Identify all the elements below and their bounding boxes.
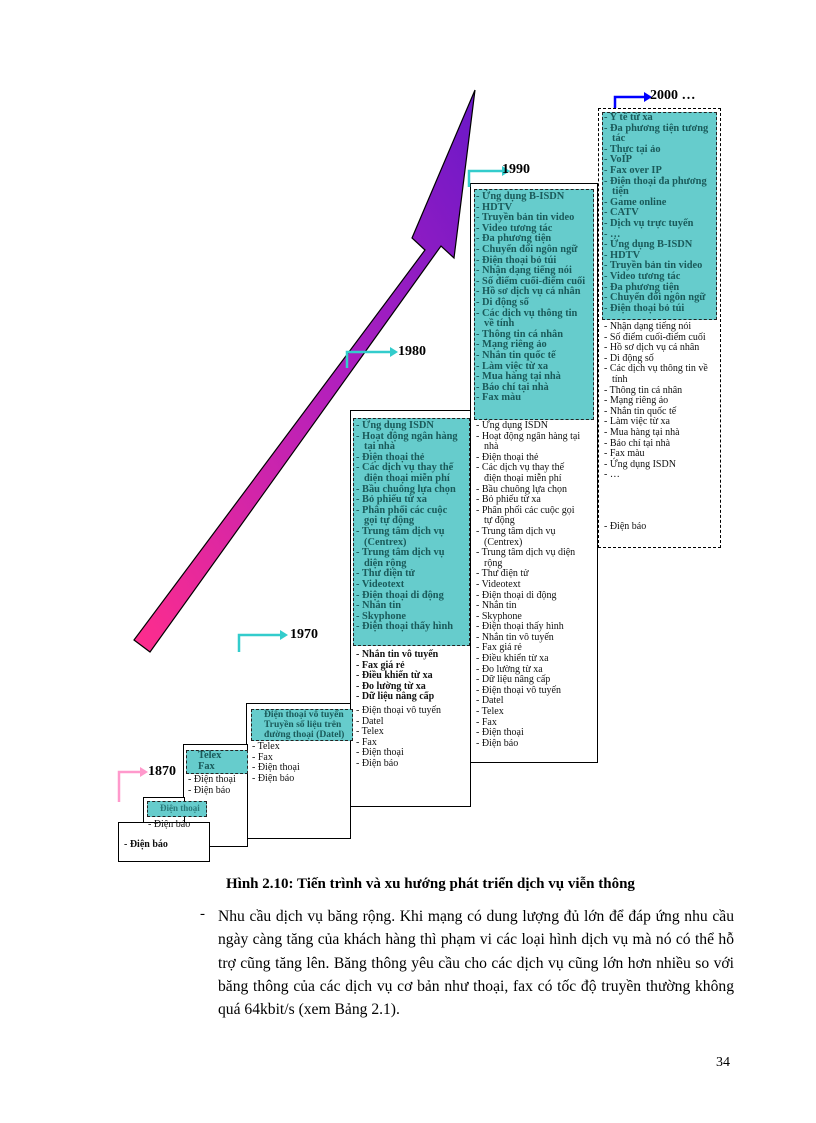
list-item: - Trung tâm dịch vụ diện (476, 547, 576, 559)
list-item: - Ứng dụng B-ISDN (476, 191, 565, 202)
list-item: Điện thoại (160, 803, 200, 813)
list-item: - Điện thoại thẻ (356, 451, 425, 463)
list-item: - Trung tâm dịch vụ (476, 525, 556, 537)
list-item: gọi tự động (364, 515, 415, 527)
list-item: - Trung tâm dịch vụ (356, 547, 445, 559)
list-item: - Đa phương tiện (604, 281, 680, 293)
list-item: - Dịch vụ trực tuyến (604, 217, 694, 229)
list-item: - Chuyển đổi ngôn ngữ (476, 243, 578, 255)
list-item: - Bầu chuông lựa chọn (356, 483, 456, 495)
stage-1980-list (356, 706, 441, 770)
list-item: - Hồ sơ dịch vụ cá nhân (604, 342, 700, 354)
list-item: - Điện thoại thấy hình (476, 621, 564, 633)
list-item: tự động (484, 515, 515, 527)
list-item: - Thư điện tử (356, 568, 415, 580)
list-item: - Điện thoại (356, 747, 404, 759)
list-item: - Mua hàng tại nhà (476, 371, 561, 383)
stage-1980-bold-list (356, 650, 438, 703)
stage-2000-list (604, 322, 708, 481)
year-arrow-1970 (236, 626, 290, 654)
list-item: - Điện thoại thấy hình (356, 621, 454, 633)
list-item: - Số điểm cuối-điểm cuối (604, 331, 706, 343)
list-item: - Mạng riêng ảo (604, 395, 669, 407)
list-item: - Nhắn tin vô tuyến (356, 649, 439, 660)
list-item: - Chuyển đổi ngôn ngữ (604, 292, 706, 304)
list-item: Điện thoại vô tuyến (264, 709, 344, 720)
stage-1870c-list (188, 775, 236, 796)
list-item: - Ứng dụng ISDN (356, 420, 434, 431)
list-item: - Ứng dụng ISDN (476, 420, 548, 431)
list-item: - Mạng riêng ảo (476, 339, 547, 351)
stage-1990-highlight-list (476, 192, 585, 404)
list-item: - Điện báo (356, 757, 399, 769)
list-item: - Điều khiển từ xa (476, 653, 549, 665)
list-item: - Telex (476, 706, 504, 718)
list-item: - Trung tâm dịch vụ (356, 525, 445, 537)
list-item: - Phân phối các cuộc (356, 504, 448, 516)
list-item: đường thoại (Datel) (264, 729, 345, 740)
list-item: - … (604, 228, 621, 240)
list-item: - Đa phương tiện (476, 233, 552, 245)
list-item: - Điện báo (252, 772, 295, 784)
list-item: - Điện báo (476, 737, 519, 749)
figure-caption: Hình 2.10: Tiến trình và xu hướng phát triển dịch vụ viễn thông (226, 876, 635, 892)
list-item: - VoIP (604, 154, 633, 166)
list-item: - Datel (356, 715, 384, 727)
list-item: - Đo lường từ xa (356, 680, 426, 692)
stage-2000-highlight-list (604, 113, 708, 314)
stage-2000-tail: - Điện báo (604, 521, 647, 532)
list-item: - CATV (604, 207, 639, 219)
stage-1870b-highlight-list (152, 803, 200, 814)
list-item: - … (604, 469, 620, 481)
list-item: - Videotext (476, 578, 521, 590)
list-item: - Bỏ phiếu từ xa (476, 494, 541, 506)
list-item: - Skyphone (356, 610, 406, 622)
list-item: tác (612, 133, 626, 145)
list-item: - Nhắn tin (356, 600, 402, 612)
list-item: - Đo lường từ xa (476, 663, 543, 675)
list-item: - Fax (356, 736, 377, 748)
page-number: 34 (716, 1055, 730, 1070)
year-1870: 1870 (148, 764, 176, 779)
list-item: - Nhắn tin quốc tế (604, 405, 677, 417)
body-paragraph: Nhu cầu dịch vụ băng rộng. Khi mạng có dung lượng đủ lớn để đáp ứng nhu cầu ngày càng tăng của khách hàng thì phạm vi các loại hình dịch vụ mà nó có thể hỗ trợ cũng tăng lên. Băng thông yêu cầu cho các dịch vụ cũng lớn hơn nhiều so với băng thông của các dịch vụ cơ bản như thoại, fax có tốc độ truyền thường không quá 64kbit/s (xem Bảng 2.1). (218, 908, 734, 1019)
list-item: - Game online (604, 196, 667, 208)
list-item: Fax (198, 760, 215, 772)
stage-1970-highlight-list (256, 710, 344, 740)
list-item: - Telex (356, 726, 384, 738)
list-item: - Di động số (476, 296, 529, 308)
list-item: - Báo chí tại nhà (476, 381, 549, 393)
list-item: - Fax màu (476, 392, 522, 404)
list-item: - Video tương tác (476, 222, 553, 234)
list-item: - Telex (252, 741, 280, 752)
list-item: tiện (612, 186, 629, 198)
year-1980: 1980 (398, 344, 426, 359)
list-item: - Y tế từ xa (604, 112, 653, 123)
list-item: - Các dịch vụ thay thế (356, 462, 454, 474)
list-item: - Fax (476, 716, 497, 728)
list-item: - Di động số (604, 352, 654, 364)
list-item: - Điện thoại đa phương (604, 175, 707, 187)
list-item: - Truyền bản tin video (476, 212, 575, 224)
list-item: diện rộng (364, 557, 407, 569)
list-item: - Phân phối các cuộc gọi (476, 504, 575, 516)
list-item: - HDTV (604, 249, 641, 261)
list-item: - Điện thoại thẻ (476, 451, 539, 463)
stage-1870c-highlight-list (190, 751, 221, 772)
list-item: - Số điểm cuối-điểm cuối (476, 275, 586, 287)
list-item: Telex (198, 750, 222, 761)
list-item: - Dữ liệu nâng cấp (356, 691, 435, 703)
stage-1870-list (124, 840, 168, 851)
list-item: - Các dịch vụ thông tin (476, 307, 578, 319)
list-item: - Điện báo (124, 839, 168, 850)
list-item: - Thư điện tử (476, 568, 529, 580)
list-item: - Ứng dụng ISDN (604, 458, 676, 470)
stage-1970-list (252, 742, 300, 784)
year-2000: 2000 … (650, 88, 696, 103)
list-item: - Đa phương tiện tương (604, 122, 709, 134)
list-item: - Các dịch vụ thông tin về (604, 363, 708, 375)
list-item: - Làm việc từ xa (604, 416, 670, 428)
list-item: - Điện báo (188, 784, 231, 796)
list-item: - Điện thoại (252, 762, 300, 774)
list-item: - Nhắn tin (476, 600, 517, 612)
list-item: - Video tương tác (604, 270, 681, 282)
list-item: nhà (484, 441, 499, 453)
list-item: điện thoại miễn phí (484, 472, 562, 484)
list-item: - Bỏ phiếu từ xa (356, 494, 427, 506)
bullet-marker: - (200, 906, 205, 922)
list-item: - Thông tin cá nhân (604, 384, 683, 396)
list-item: - Điện thoại (476, 727, 524, 739)
list-item: - Nhắn tin vô tuyến (476, 631, 554, 643)
list-item: - Hồ sơ dịch vụ cá nhân (476, 286, 581, 298)
list-item: - Fax giá rẻ (476, 642, 522, 654)
list-item: - Nhắn tin quốc tế (476, 349, 556, 361)
list-item: - Ứng dụng B-ISDN (604, 239, 693, 251)
year-1990: 1990 (502, 162, 530, 177)
list-item: - Làm việc từ xa (476, 360, 549, 372)
list-item: (Centrex) (484, 536, 523, 548)
list-item: - Hoạt động ngân hàng (356, 430, 458, 442)
list-item: - Thông tin cá nhân (476, 328, 564, 340)
list-item: - Fax (252, 751, 273, 763)
stage-1990-list (476, 421, 580, 749)
list-item: - Fax over IP (604, 164, 662, 176)
list-item: - Videotext (356, 578, 405, 590)
list-item: - Báo chí tại nhà (604, 437, 671, 449)
list-item: - Điện báo (148, 819, 191, 830)
list-item: - Bầu chuông lựa chọn (476, 483, 567, 495)
list-item: điện thoại miễn phí (364, 472, 450, 484)
list-item: - Điện thoại di động (476, 589, 557, 601)
list-item: - HDTV (476, 201, 513, 213)
list-item: rộng (484, 557, 503, 569)
list-item: - Các dịch vụ thay thế (476, 462, 565, 474)
list-item: Truyền số liệu trên (264, 719, 342, 730)
list-item: - Điện thoại bỏ túi (604, 302, 685, 314)
list-item: - Điện thoại vô tuyến (476, 684, 561, 696)
list-item: (Centrex) (364, 536, 407, 548)
list-item: - Fax màu (604, 448, 645, 460)
year-arrow-1870 (116, 760, 148, 804)
list-item: - Thực tại ảo (604, 143, 661, 155)
list-item: về tính (484, 318, 515, 330)
list-item: - Nhận dạng tiếng nói (604, 321, 692, 332)
list-item: - Điều khiển từ xa (356, 670, 433, 682)
list-item: - Skyphone (476, 610, 522, 622)
stage-1870b-list (148, 820, 190, 831)
list-item: - Hoạt động ngân hàng tại (476, 430, 581, 442)
list-item: - Nhận dạng tiếng nói (476, 265, 572, 277)
list-item: - Fax giá rẻ (356, 659, 405, 671)
list-item: - Dữ liệu nâng cấp (476, 674, 551, 686)
year-1970: 1970 (290, 627, 318, 642)
list-item: - Điện thoại vô tuyến (356, 705, 441, 716)
list-item: - Điện thoại bỏ túi (476, 254, 557, 266)
list-item: - Điện thoại (188, 774, 236, 785)
year-arrow-2000 (612, 88, 654, 110)
list-item: - Datel (476, 695, 504, 707)
year-arrow-1980 (344, 344, 400, 370)
list-item: - Truyền bản tin video (604, 260, 703, 272)
list-item: tại nhà (364, 441, 395, 453)
stage-1980-highlight-list (356, 421, 458, 633)
list-item: tính (612, 373, 628, 385)
list-item: - Mua hàng tại nhà (604, 426, 680, 438)
list-item: - Điện thoại di động (356, 589, 444, 601)
